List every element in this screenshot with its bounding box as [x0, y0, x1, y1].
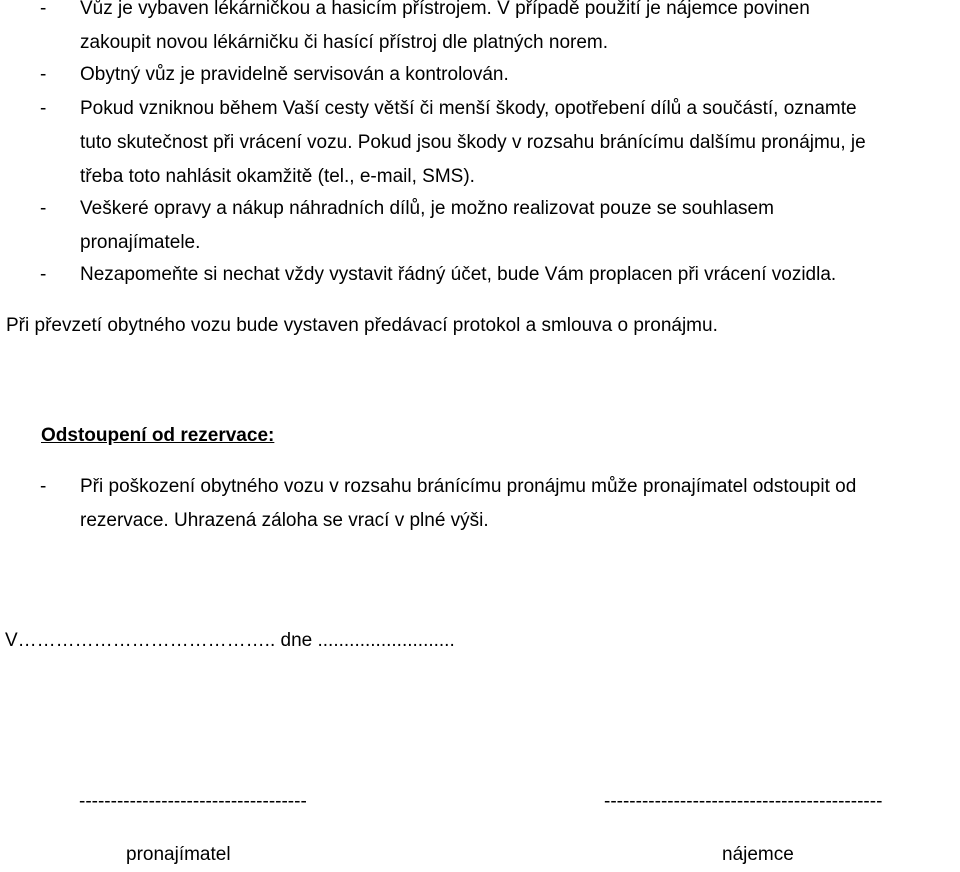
signature-label-landlord: pronajímatel — [126, 844, 231, 865]
section-heading: Odstoupení od rezervace: — [41, 425, 275, 446]
signature-line-tenant: -------------------------------------------- — [604, 791, 883, 812]
bullet-dash: - — [40, 264, 47, 285]
list-item-line: pronajímatele. — [80, 232, 201, 253]
bullet-dash: - — [40, 476, 47, 497]
list-item — [0, 0, 960, 60]
handover-note: Při převzetí obytného vozu bude vystaven předávací protokol a smlouva o pronájmu. — [6, 315, 718, 336]
list-item-line: třeba toto nahlásit okamžitě (tel., e-mail, SMS). — [80, 166, 475, 187]
list-item — [0, 192, 960, 260]
list-item — [0, 258, 960, 292]
list-item-line: zakoupit novou lékárničku či hasící přístroj dle platných norem. — [80, 32, 609, 53]
list-item — [0, 58, 960, 92]
list-item-line: Pokud vzniknou během Vaší cesty větší či menší škody, opotřebení dílů a součástí, oznamte — [80, 98, 857, 119]
signature-label-tenant: nájemce — [722, 844, 794, 865]
list-item-line: rezervace. Uhrazená záloha se vrací v plné výši. — [80, 510, 489, 531]
bullet-dash: - — [40, 0, 47, 19]
bullet-dash: - — [40, 198, 47, 219]
cancellation-list — [0, 470, 960, 538]
list-item — [0, 92, 960, 194]
list-item-line: Nezapomeňte si nechat vždy vystavit řádný účet, bude Vám proplacen při vrácení vozidla. — [80, 264, 837, 285]
list-item-line: Obytný vůz je pravidelně servisován a kontrolován. — [80, 64, 509, 85]
bullet-dash: - — [40, 98, 47, 119]
list-item — [0, 470, 960, 538]
bullet-dash: - — [40, 64, 47, 85]
list-item-line: tuto skutečnost při vrácení vozu. Pokud jsou škody v rozsahu bránícímu dalšímu pronájmu, je — [80, 132, 866, 153]
list-item-line: Při poškození obytného vozu v rozsahu bránícímu pronájmu může pronajímatel odstoupit od — [80, 476, 857, 497]
signature-line-landlord: ------------------------------------ — [79, 791, 307, 812]
list-item-line: Vůz je vybaven lékárničkou a hasicím přístrojem. V případě použití je nájemce povinen — [80, 0, 810, 19]
list-item-line: Veškeré opravy a nákup náhradních dílů, je možno realizovat pouze se souhlasem — [80, 198, 774, 219]
place-date-line: V………………………………….. dne .......................... — [5, 630, 455, 651]
rules-list — [0, 0, 960, 292]
